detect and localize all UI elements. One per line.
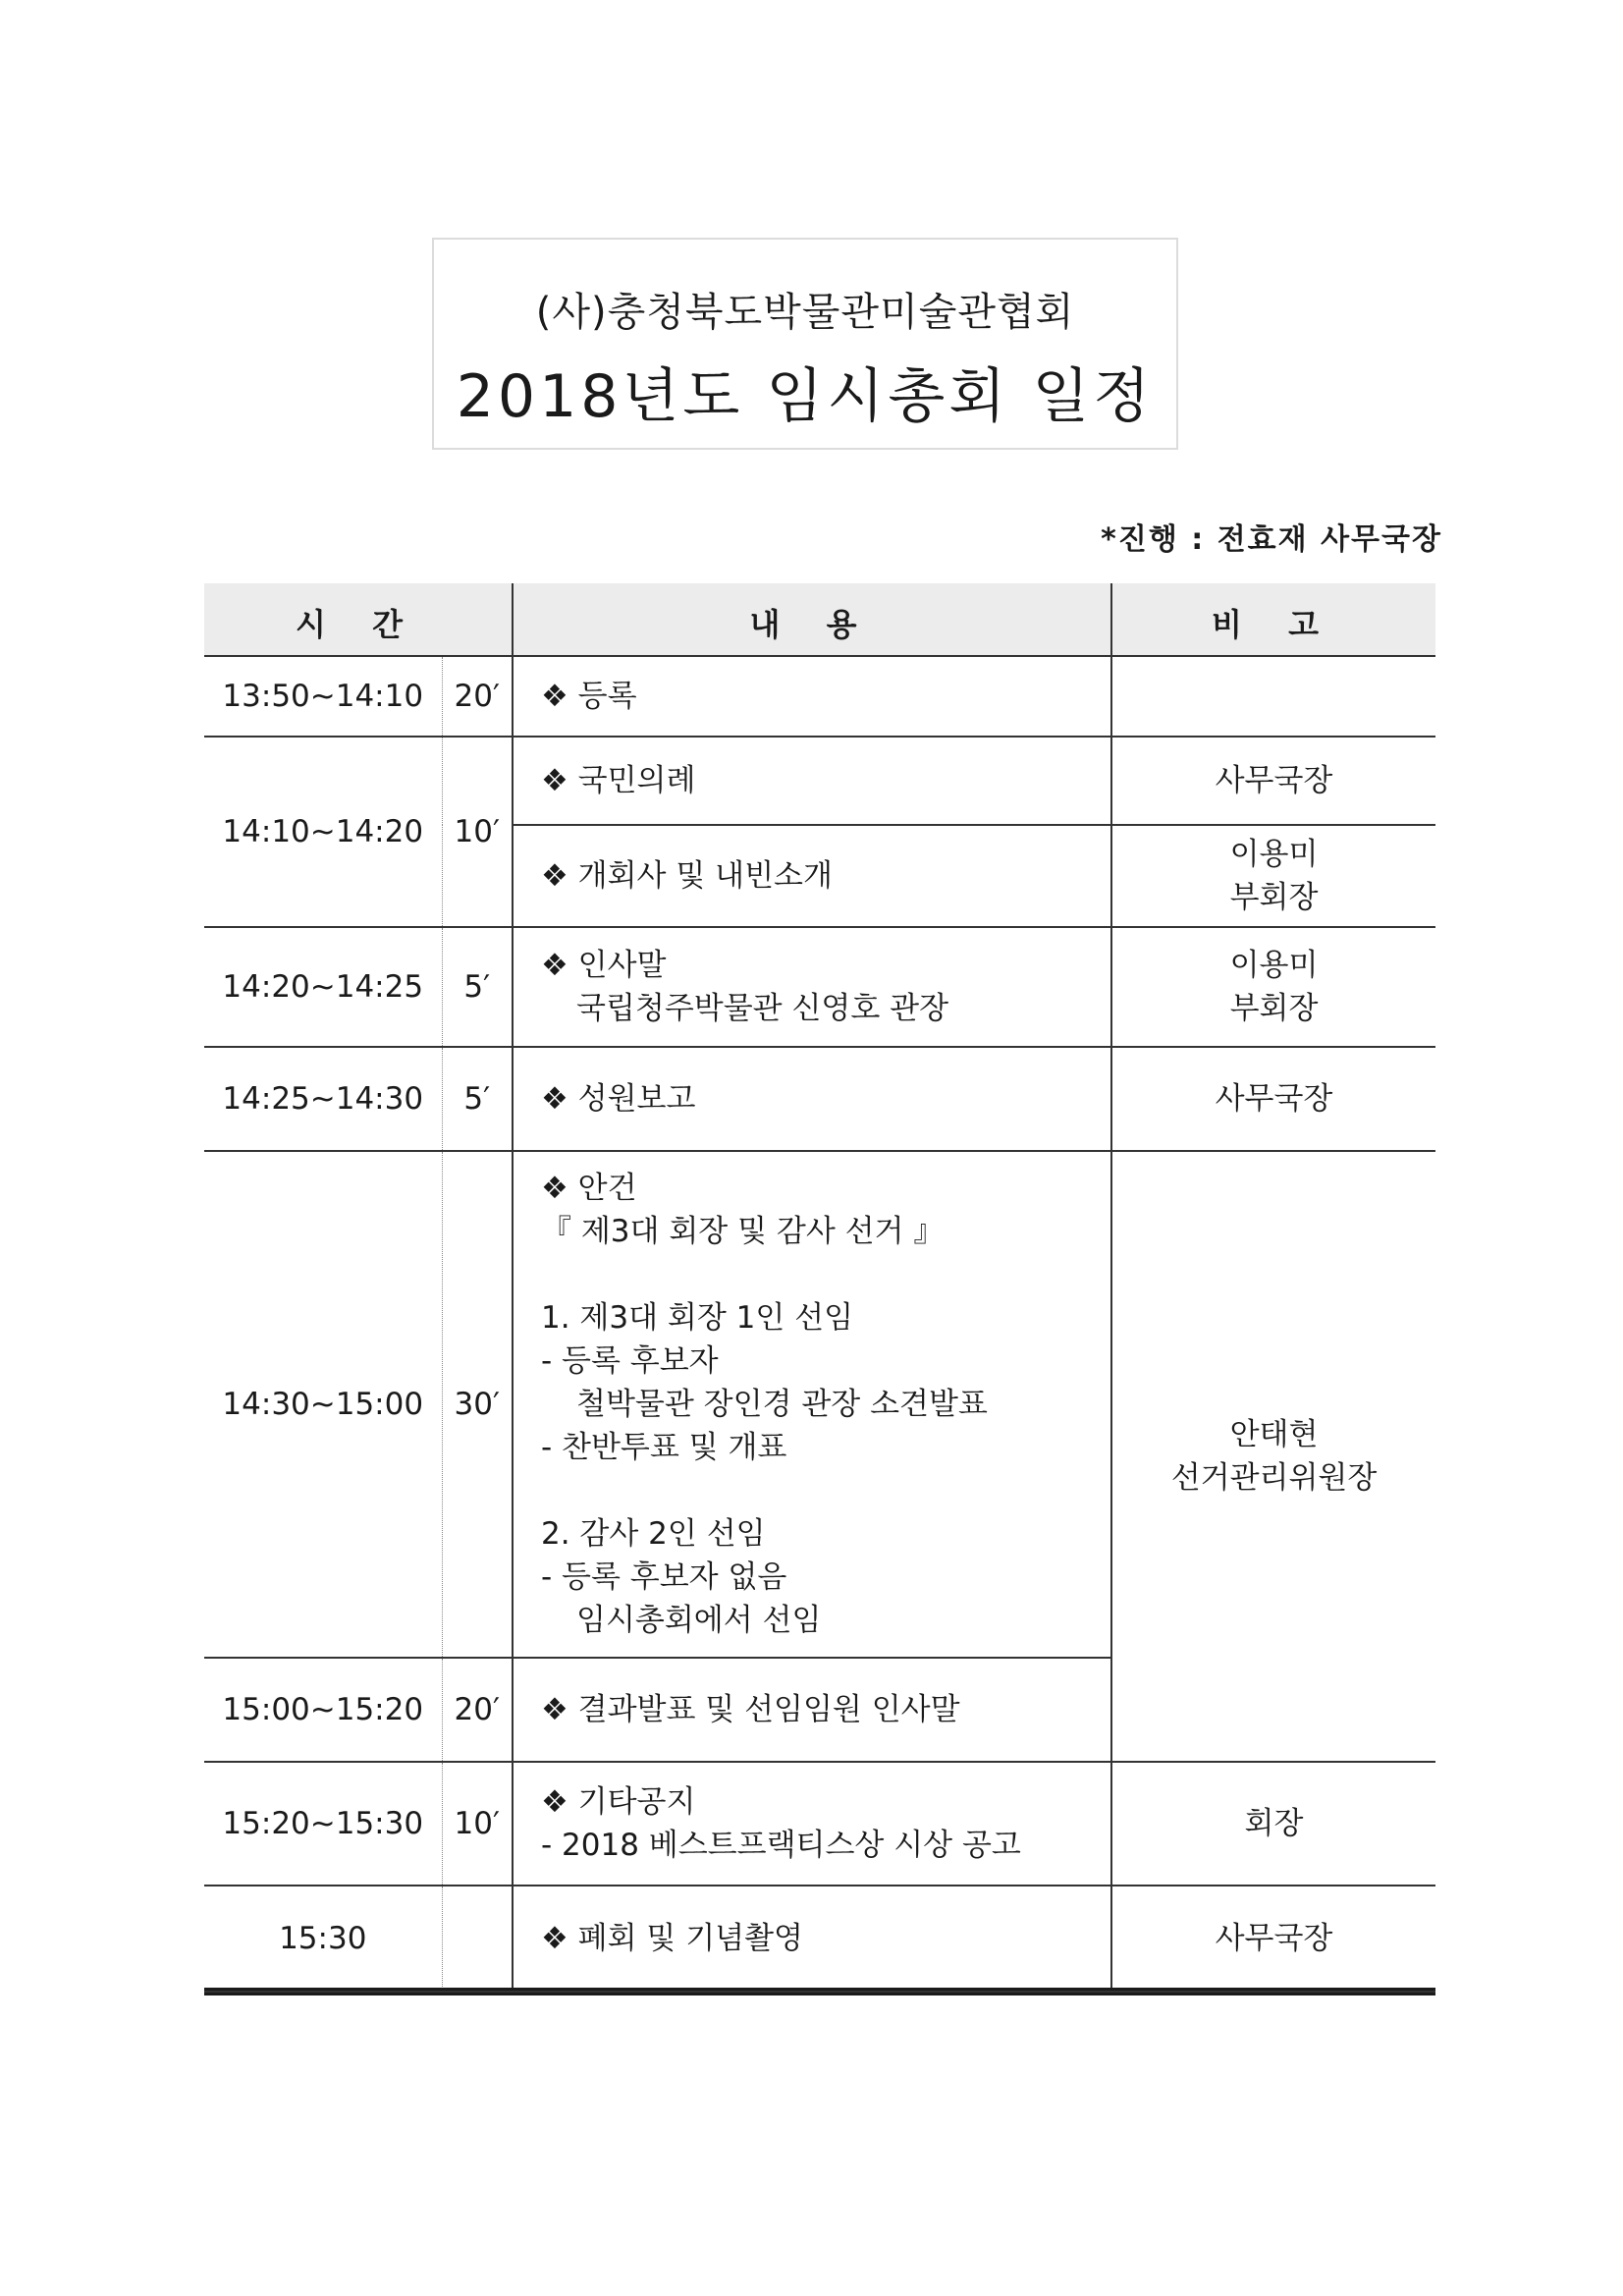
table-header-row bbox=[204, 583, 1435, 656]
header-note: 비 고 bbox=[1111, 583, 1435, 656]
content-line: ❖ 안건 bbox=[541, 1167, 1097, 1210]
row-note: 사무국장 bbox=[1111, 1886, 1435, 1992]
content-line: ❖ 성원보고 bbox=[541, 1077, 1097, 1121]
content-line: 『 제3대 회장 및 감사 선거 』 bbox=[541, 1214, 945, 1249]
organization-name: (사)충청북도박물관미술관협회 bbox=[535, 290, 1075, 335]
row-content bbox=[513, 927, 1111, 1047]
row-content bbox=[513, 825, 1111, 927]
row-time: 15:20~15:30 bbox=[204, 1762, 442, 1886]
row-time: 13:50~14:10 bbox=[204, 656, 442, 737]
row-content bbox=[513, 737, 1111, 825]
note-line: 부회장 bbox=[1229, 880, 1319, 915]
content-line: 임시총회에서 선임 bbox=[576, 1603, 822, 1638]
content-line: - 등록 후보자 bbox=[541, 1343, 719, 1379]
content-line: ❖ 인사말 bbox=[541, 944, 1097, 987]
row-duration: 5′ bbox=[442, 1047, 513, 1151]
content-line: - 등록 후보자 없음 bbox=[541, 1559, 787, 1595]
row-note: 사무국장 bbox=[1111, 737, 1435, 825]
content-line: ❖ 폐회 및 기념촬영 bbox=[541, 1917, 1097, 1960]
row-time: 15:30 bbox=[204, 1886, 442, 1992]
note-line: 선거관리위원장 bbox=[1170, 1460, 1378, 1496]
document-title: 2018년도 임시총회 일정 bbox=[456, 362, 1155, 431]
table-row bbox=[204, 927, 1435, 1047]
content-line: ❖ 결과발표 및 선임임원 인사말 bbox=[541, 1688, 1097, 1731]
content-line: 2. 감사 2인 선임 bbox=[541, 1516, 766, 1552]
note-line: 부회장 bbox=[1229, 991, 1319, 1026]
row-content bbox=[513, 656, 1111, 737]
row-duration: 10′ bbox=[442, 1762, 513, 1886]
content-line: - 2018 베스트프랙티스상 시상 공고 bbox=[541, 1828, 1021, 1863]
row-content bbox=[513, 1886, 1111, 1992]
row-note bbox=[1111, 1151, 1435, 1762]
row-note: 회장 bbox=[1111, 1762, 1435, 1886]
content-line: ❖ 등록 bbox=[541, 675, 1097, 718]
row-duration: 10′ bbox=[442, 737, 513, 927]
table-bottom-rule bbox=[204, 1988, 1435, 1995]
content-line: ❖ 국민의례 bbox=[541, 759, 1097, 802]
progress-note: *진행 : 전효재 사무국장 bbox=[1101, 522, 1442, 557]
row-time: 14:20~14:25 bbox=[204, 927, 442, 1047]
content-line: ❖ 기타공지 bbox=[541, 1780, 1097, 1824]
table-row bbox=[204, 1886, 1435, 1992]
content-line: 철박물관 장인경 관장 소견발표 bbox=[576, 1387, 988, 1422]
content-line: ❖ 개회사 및 내빈소개 bbox=[541, 854, 1097, 898]
table-row bbox=[204, 1151, 1435, 1658]
row-time: 14:10~14:20 bbox=[204, 737, 442, 927]
note-line: 이용미 bbox=[1229, 837, 1319, 872]
row-time: 14:30~15:00 bbox=[204, 1151, 442, 1658]
row-note: 사무국장 bbox=[1111, 1047, 1435, 1151]
content-line: - 찬반투표 및 개표 bbox=[541, 1430, 787, 1465]
row-content bbox=[513, 1151, 1111, 1658]
row-duration: 5′ bbox=[442, 927, 513, 1047]
note-line: 안태현 bbox=[1229, 1417, 1319, 1452]
row-note bbox=[1111, 656, 1435, 737]
row-content bbox=[513, 1762, 1111, 1886]
header-time: 시 간 bbox=[204, 583, 513, 656]
table-row bbox=[204, 737, 1435, 825]
content-line: 국립청주박물관 신영호 관장 bbox=[576, 991, 949, 1026]
row-time: 14:25~14:30 bbox=[204, 1047, 442, 1151]
content-gap bbox=[541, 1469, 1097, 1512]
title-box bbox=[432, 238, 1178, 450]
table-row bbox=[204, 1047, 1435, 1151]
table-row bbox=[204, 656, 1435, 737]
row-time: 15:00~15:20 bbox=[204, 1658, 442, 1762]
row-note bbox=[1111, 927, 1435, 1047]
note-line: 이용미 bbox=[1229, 948, 1319, 983]
row-duration: 20′ bbox=[442, 1658, 513, 1762]
table-row bbox=[204, 1762, 1435, 1886]
row-duration bbox=[442, 1886, 513, 1992]
content-gap bbox=[541, 1253, 1097, 1296]
row-duration: 30′ bbox=[442, 1151, 513, 1658]
content-line: 1. 제3대 회장 1인 선임 bbox=[541, 1300, 854, 1336]
row-note bbox=[1111, 825, 1435, 927]
schedule-table bbox=[204, 583, 1435, 1993]
row-duration: 20′ bbox=[442, 656, 513, 737]
row-content bbox=[513, 1658, 1111, 1762]
header-content: 내 용 bbox=[513, 583, 1111, 656]
row-content bbox=[513, 1047, 1111, 1151]
